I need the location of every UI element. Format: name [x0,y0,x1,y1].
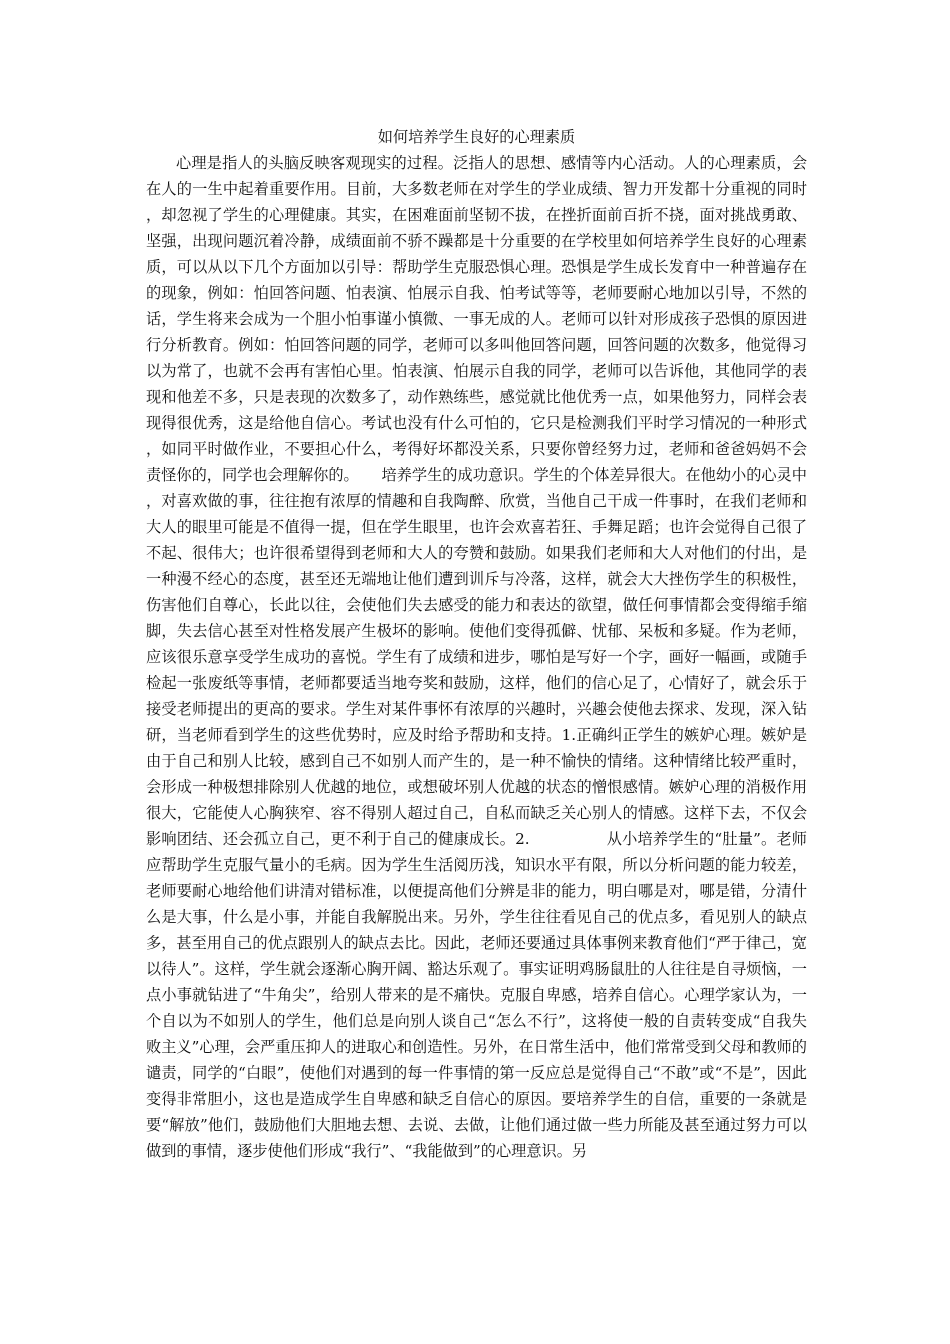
document-title: 如何培养学生良好的心理素质 [377,128,576,146]
document-body-paragraph: 心理是指人的头脑反映客观现实的过程。泛指人的思想、感情等内心活动。人的心理素质，会在人的一生中起着重要作用。目前，大多数老师在对学生的学业成绩、智力开发都十分重视的同时，却忽视了学生的心理健康。其实，在困难面前坚韧不拔，在挫折面前百折不挠，面对挑战勇敢、坚强，出现问题沉着冷静，成绩面前不骄不躁都是十分重要的在学校里如何培养学生良好的心理素质，可以从以下几个方面加以引导：帮助学生克服恐惧心理。恐惧是学生成长发育中一种普遍存在的现象，例如：怕回答问题、怕表演、怕展示自我、怕考试等等，老师要耐心地加以引导，不然的话，学生将来会成为一个胆小怕事谨小慎微、一事无成的人。老师可以针对形成孩子恐惧的原因进行分析教育。例如：怕回答问题的同学，老师可以多叫他回答问题，回答问题的次数多，他觉得习以为常了，也就不会再有害怕心里。怕表演、怕展示自我的同学，老师可以告诉他，其他同学的表现和他差不多，只是表现的次数多了，动作熟练些，感觉就比他优秀一点，如果他努力，同样会表现得很优秀，这是给他自信心。考试也没有什么可怕的，它只是检测我们平时学习情况的一种形式，如同平时做作业，不要担心什么，考得好坏都没关系，只要你曾经努力过，老师和爸爸妈妈不会责怪你的，同学也会理解你的。 培养学生的成功意识。学生的个体差异很大。在他幼小的心灵中，对喜欢做的事，往往抱有浓厚的情趣和自我陶醉、欣赏，当他自己干成一件事时，在我们老师和大人的眼里可能是不值得一提，但在学生眼里，也许会欢喜若狂、手舞足蹈；也许会觉得自己很了不起、很伟大；也许很希望得到老师和大人的夸赞和鼓励。如果我们老师和大人对他们的付出，是一种漫不经心的态度，甚至还无端地让他们遭到训斥与冷落，这样，就会大大挫伤学生的积极性，伤害他们自尊心，长此以往，会使他们失去感受的能力和表达的欲望，做任何事情都会变得缩手缩脚，失去信心甚至对性格发展产生极坏的影响。使他们变得孤僻、忧郁、呆板和多疑。作为老师，应该很乐意享受学生成功的喜悦。学生有了成绩和进步，哪怕是写好一个字，画好一幅画，或随手检起一张废纸等事情，老师都要适当地夸奖和鼓励，这样，他们的信心足了，心情好了，就会乐于接受老师提出的更高的要求。学生对某件事怀有浓厚的兴趣时，兴趣会使他去探求、发现，深入钻研，当老师看到学生的这些优势时，应及时给予帮助和支持。1.正确纠正学生的嫉妒心理。嫉妒是由于自己和别人比较，感到自己不如别人而产生的，是一种不愉快的情绪。这种情绪比较严重时，会形成一种极想排除别人优越的地位，或想破坏别人优越的状态的憎恨感情。嫉妒心理的消极作用很大，它能使人心胸狭窄、容不得别人超过自己，自私而缺乏关心别人的情感。这样下去，不仅会影响团结、还会孤立自己，更不利于自己的健康成长。2. 从小培养学生的“肚量”。老师应帮助学生克服气量小的毛病。因为学生生活阅历浅，知识水平有限，所以分析问题的能力较差，老师要耐心地给他们讲清对错标准，以便提高他们分辨是非的能力，明白哪是对，哪是错，分清什么是大事，什么是小事，并能自我解脱出来。另外，学生往往看见自己的优点多，看见别人的缺点多，甚至用自己的优点跟别人的缺点去比。因此，老师还要通过具体事例来教育他们“严于律己，宽以待人”。这样，学生就会逐渐心胸开阔、豁达乐观了。事实证明鸡肠鼠肚的人往往是自寻烦恼，一点小事就钻进了“牛角尖”，给别人带来的是不痛快。克服自卑感，培养自信心。心理学家认为，一个自以为不如别人的学生，他们总是向别人谈自己“怎么不行”，这将使一般的自责转变成“自我失败主义”心理，会严重压抑人的进取心和创造性。另外，在日常生活中，他们常常受到父母和教师的谴责，同学的“白眼”，使他们对遇到的每一件事情的第一反应总是觉得自己“不敢”或“不是”，因此变得非常胆小，这也是造成学生自卑感和缺乏自信心的原因。要培养学生的自信，重要的一条就是要“解放”他们，鼓励他们大胆地去想、去说、去做，让他们通过做一些力所能及甚至通过努力可以做到的事情，逐步使他们形成“我行”、“我能做到”的心理意识。另 [146,154,807,1160]
document-page [146,124,807,1164]
